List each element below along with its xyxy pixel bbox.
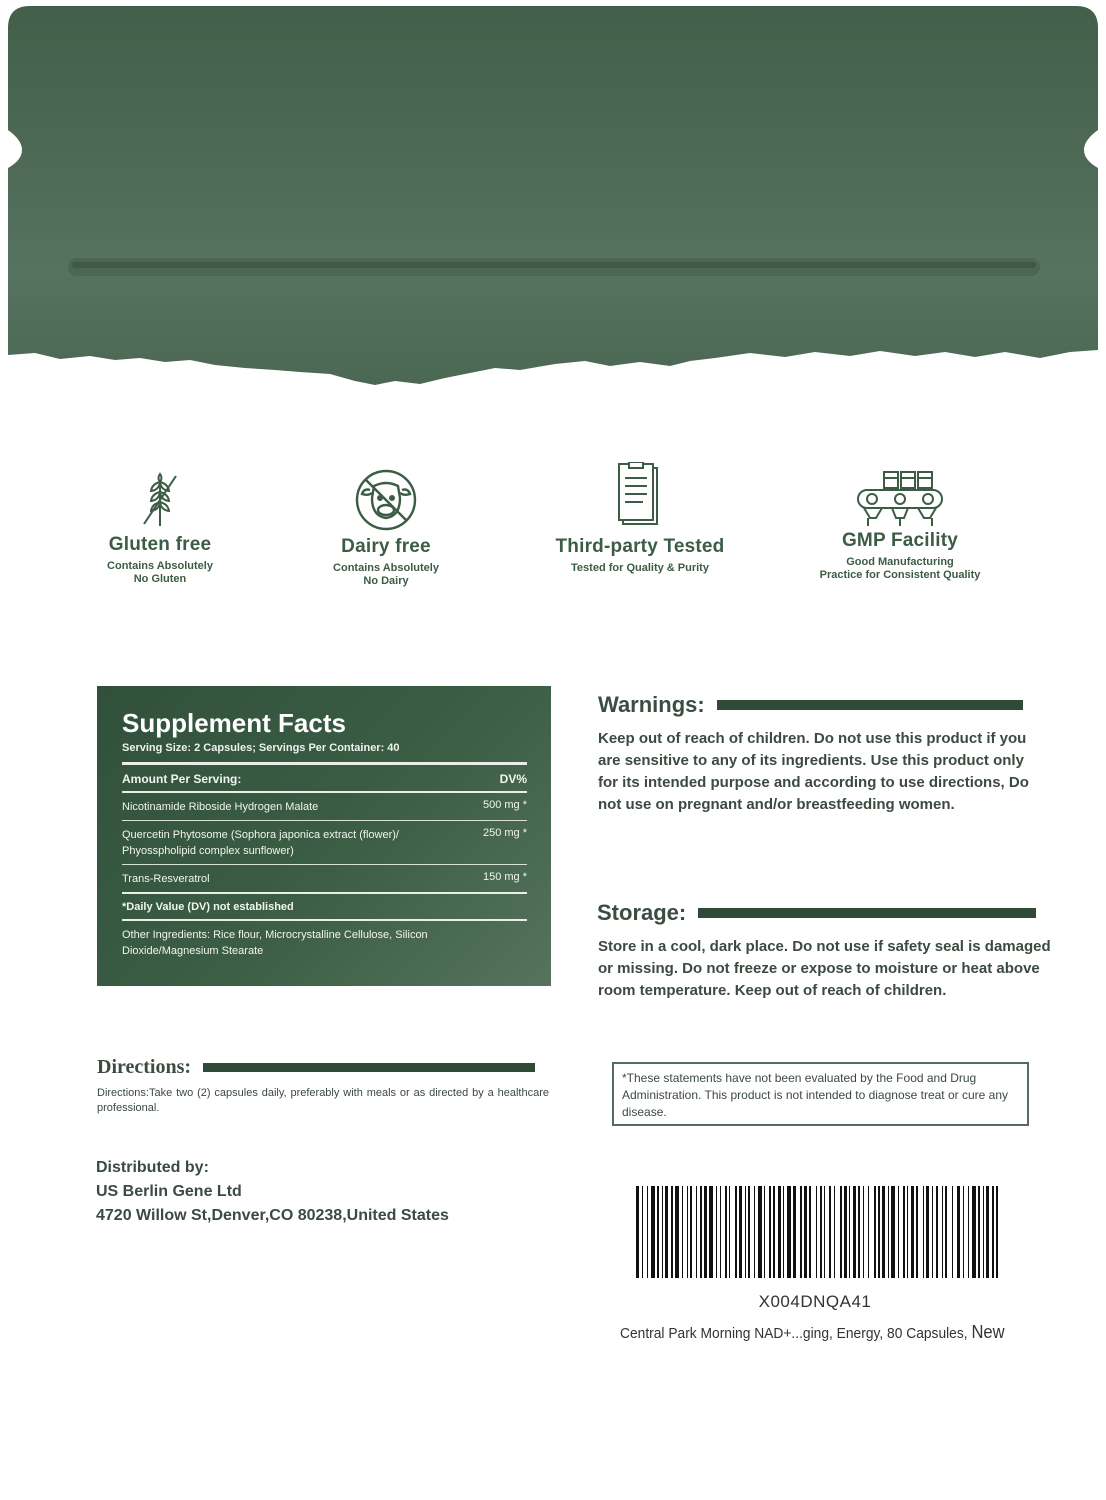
barcode-bar — [690, 1186, 692, 1278]
distributor-block — [96, 1156, 449, 1228]
barcode-bar — [844, 1186, 847, 1278]
facts-row — [122, 793, 527, 821]
barcode-bar — [963, 1186, 964, 1278]
warnings-label: Warnings: — [598, 692, 705, 717]
barcode-bar — [972, 1186, 976, 1278]
barcode-bar — [687, 1186, 688, 1278]
barcode-bar — [968, 1186, 969, 1278]
barcode-bar — [903, 1186, 905, 1278]
barcode-bar — [735, 1186, 737, 1278]
barcode-bar — [868, 1186, 869, 1278]
dv-header: DV% — [499, 772, 527, 786]
barcode-bar — [923, 1186, 924, 1278]
product-listing-label — [620, 1322, 1006, 1343]
barcode-bar — [820, 1186, 822, 1278]
conveyor-icon — [800, 470, 1000, 528]
facts-row — [122, 821, 527, 865]
badge-sub-2: Practice for Consistent Quality — [819, 569, 981, 581]
badge-sub-1: Good Manufacturing — [846, 556, 954, 568]
barcode-bar — [878, 1186, 880, 1278]
barcode-bar — [834, 1186, 835, 1278]
barcode-bar — [729, 1186, 730, 1278]
barcode-bar — [840, 1186, 842, 1278]
barcode-bar — [996, 1186, 998, 1278]
facts-serving-size: Serving Size: 2 Capsules; Servings Per Container: 40 — [122, 742, 400, 754]
barcode-bar — [745, 1186, 746, 1278]
barcode-bar — [783, 1186, 784, 1278]
barcode-bar — [945, 1186, 947, 1278]
fda-disclaimer: *These statements have not been evaluated by the Food and Drug Administration. This product is not intended to diagnose treat or cure any disease. — [612, 1062, 1029, 1126]
other-ingredients: Other Ingredients: Rice flour, Microcrystalline Cellulose, Silicon Dioxide/Magnesium Stearate — [122, 929, 428, 957]
facts-title: Supplement Facts — [122, 708, 346, 738]
heading-bar — [698, 908, 1036, 918]
barcode-bar — [874, 1186, 876, 1278]
barcode-bar — [882, 1186, 885, 1278]
ingredient-amount: 250 mg * — [482, 827, 527, 839]
ingredient-name: Trans-Resveratrol — [122, 873, 210, 885]
barcode-bar — [720, 1186, 721, 1278]
barcode-bar — [804, 1186, 807, 1278]
badge-sub-1: Contains Absolutely — [333, 562, 439, 574]
barcode-bar — [800, 1186, 802, 1278]
barcode-bar — [675, 1186, 679, 1278]
barcode-bar — [704, 1186, 707, 1278]
badge-title: Gluten free — [108, 534, 212, 555]
barcode-id: X004DNQA41 — [758, 1292, 872, 1311]
barcode-bar — [725, 1186, 727, 1278]
barcode-bar — [657, 1186, 659, 1278]
clipboard-icon — [540, 462, 740, 528]
directions-label: Directions: — [97, 1056, 192, 1078]
barcode-bar — [986, 1186, 989, 1278]
barcode-bar — [769, 1186, 771, 1278]
barcode-bar — [863, 1186, 864, 1278]
barcode-bar — [764, 1186, 765, 1278]
barcode-bar — [700, 1186, 702, 1278]
barcode-bar — [978, 1186, 980, 1278]
badge-sub-2: No Dairy — [363, 575, 409, 587]
barcode-bar — [636, 1186, 639, 1278]
badge-title: Third-party Tested — [555, 536, 725, 557]
barcode-bar — [642, 1186, 643, 1278]
barcode-bar — [739, 1186, 742, 1278]
barcode-bar — [942, 1186, 943, 1278]
ingredient-amount: 500 mg * — [482, 799, 527, 811]
barcode-bar — [936, 1186, 938, 1278]
barcode-bar — [858, 1186, 860, 1278]
barcode-bar — [716, 1186, 717, 1278]
barcode-bar — [682, 1186, 683, 1278]
barcode-bar — [898, 1186, 899, 1278]
barcode-bar — [926, 1186, 929, 1278]
badge-gluten-free — [90, 470, 230, 586]
badge-sub-1: Contains Absolutely — [107, 560, 213, 572]
directions-heading — [97, 1056, 535, 1079]
barcode-bar — [754, 1186, 755, 1278]
storage-heading — [597, 900, 1036, 926]
warnings-text: Keep out of reach of children. Do not use this product if you are sensitive to any of its ingredients. Use this product only for its intended purpose and according to use directions, Do not use on pregnant and/or breastfeeding women. — [598, 730, 1029, 813]
barcode-bar — [778, 1186, 781, 1278]
barcode-bar — [907, 1186, 908, 1278]
barcode-bar — [773, 1186, 775, 1278]
ingredient-amount: 150 mg * — [482, 871, 527, 883]
badge-dairy-free — [316, 468, 456, 588]
barcode-bar — [696, 1186, 697, 1278]
barcode-bar — [888, 1186, 889, 1278]
barcode-bar — [662, 1186, 663, 1278]
barcode-bar — [849, 1186, 850, 1278]
barcode-bar — [793, 1186, 796, 1278]
barcode-bar — [824, 1186, 825, 1278]
ingredient-name: Nicotinamide Riboside Hydrogen Malate — [122, 801, 319, 813]
warnings-heading — [598, 692, 1023, 718]
barcode-bar — [647, 1186, 648, 1278]
barcode-bar — [853, 1186, 856, 1278]
heading-bar — [203, 1063, 535, 1072]
barcode-bar — [957, 1186, 960, 1278]
distributor-name: US Berlin Gene Ltd — [96, 1183, 242, 1200]
supplement-facts-panel — [97, 686, 551, 986]
barcode-bar — [916, 1186, 918, 1278]
badge-title: Dairy free — [341, 536, 431, 557]
barcode-bar — [911, 1186, 914, 1278]
barcode-bar — [891, 1186, 895, 1278]
barcode-bar — [651, 1186, 655, 1278]
distributor-address: 4720 Willow St,Denver,CO 80238,United States — [96, 1207, 449, 1224]
storage-text: Store in a cool, dark place. Do not use if safety seal is damaged or missing. Do not freeze or expose to moisture or heat above room temperature. Keep out of reach of children. — [598, 938, 1051, 999]
storage-label: Storage: — [597, 900, 687, 925]
badge-gmp-facility — [800, 470, 1000, 582]
wheat-crossed-icon — [90, 470, 230, 528]
distributor-label: Distributed by: — [96, 1159, 209, 1176]
barcode-bar — [748, 1186, 750, 1278]
ingredient-name: Quercetin Phytosome (Sophora japonica extract (flower)/ Phyosspholipid complex sunflower) — [122, 829, 399, 857]
product-condition: New — [971, 1322, 1005, 1342]
facts-header-row — [122, 765, 527, 793]
barcode-bar — [787, 1186, 791, 1278]
heading-bar — [717, 700, 1023, 710]
barcode-bar — [992, 1186, 994, 1278]
amount-header: Amount Per Serving: — [122, 772, 242, 786]
badge-title: GMP Facility — [841, 530, 959, 551]
barcode-bar — [671, 1186, 673, 1278]
barcode-bar — [758, 1186, 762, 1278]
product-description: Central Park Morning NAD+...ging, Energy, 80 Capsules, — [620, 1325, 968, 1342]
barcode-bar — [816, 1186, 817, 1278]
barcode — [636, 1186, 998, 1278]
no-cow-icon — [316, 468, 456, 532]
badge-sub-1: Tested for Quality & Purity — [571, 562, 709, 574]
barcode-bar — [665, 1186, 668, 1278]
directions-text: Directions:Take two (2) capsules daily, preferably with meals or as directed by a healthcare professional. — [97, 1087, 549, 1114]
facts-row — [122, 865, 527, 894]
barcode-bar — [932, 1186, 933, 1278]
badge-third-party-tested — [540, 462, 740, 575]
barcode-bar — [829, 1186, 831, 1278]
daily-value-note: *Daily Value (DV) not established — [122, 894, 527, 921]
badge-sub-2: No Gluten — [133, 573, 187, 585]
barcode-bar — [709, 1186, 713, 1278]
barcode-bar — [952, 1186, 953, 1278]
barcode-bar — [983, 1186, 984, 1278]
barcode-bar — [809, 1186, 811, 1278]
